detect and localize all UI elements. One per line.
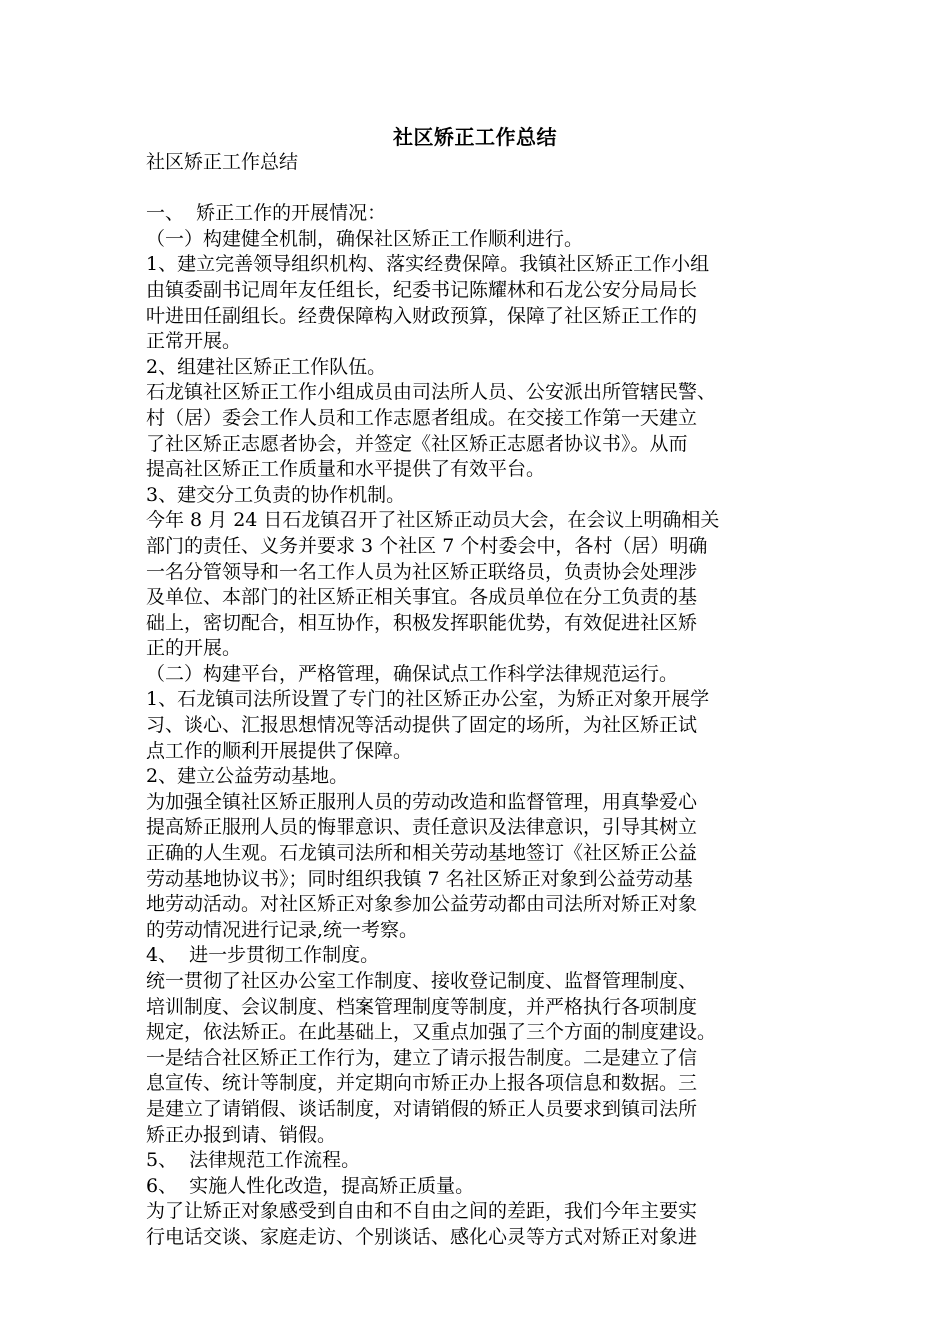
body-line: 统一贯彻了社区办公室工作制度、接收登记制度、监督管理制度、 [146,970,698,992]
body-line: 正的开展。 [146,637,242,660]
body-line: 地劳动活动。对社区矫正对象参加公益劳动都由司法所对矫正对象 [146,893,698,916]
body-line: 1、石龙镇司法所设置了专门的社区矫正办公室，为矫正对象开展学 [146,688,710,711]
body-line: 一、 矫正工作的开展情况： [146,202,387,225]
body-line: 息宣传、统计等制度，并定期向市矫正办上报各项信息和数据。三 [146,1072,698,1095]
body-line: 点工作的顺利开展提供了保障。 [146,739,413,762]
body-line: 2、组建社区矫正工作队伍。 [146,355,387,378]
body-line: 了社区矫正志愿者协会，并签定《社区矫正志愿者协议书》。从而 [146,432,688,455]
body-line: 一名分管领导和一名工作人员为社区矫正联络员，负责协会处理涉 [146,560,698,583]
body-line: 础上，密切配合，相互协作，积极发挥职能优势，有效促进社区矫 [146,611,698,634]
body-line: 矫正办报到请、销假。 [146,1123,337,1146]
body-line: 正常开展。 [146,330,242,353]
body-line: 劳动基地协议书》；同时组织我镇 7 名社区矫正对象到公益劳动基 [146,867,693,890]
body-line: 提高矫正服刑人员的悔罪意识、责任意识及法律意识，引导其树立 [146,816,698,839]
body-line: 培训制度、会议制度、档案管理制度等制度，并严格执行各项制度 [146,995,698,1018]
body-line: 由镇委副书记周年友任组长，纪委书记陈耀林和石龙公安分局局长 [146,278,698,301]
body-line: 是建立了请销假、谈话制度，对请销假的矫正人员要求到镇司法所 [146,1097,698,1120]
document-body [146,150,811,1251]
body-line: 4、 进一步贯彻工作制度。 [146,944,380,967]
body-line: 行电话交谈、家庭走访、个别谈话、感化心灵等方式对矫正对象进 [146,1225,698,1248]
body-line: 石龙镇社区矫正工作小组成员由司法所人员、公安派出所管辖民警、 [146,381,717,404]
body-line: 一是结合社区矫正工作行为，建立了请示报告制度。二是建立了信 [146,1046,698,1069]
body-line: 提高社区矫正工作质量和水平提供了有效平台。 [146,458,546,481]
body-line: 今年 8 月 24 日石龙镇召开了社区矫正动员大会，在会议上明确相关 [146,509,720,532]
document-title: 社区矫正工作总结 [393,125,557,149]
body-line: 村（居）委会工作人员和工作志愿者组成。在交接工作第一天建立 [146,406,698,429]
body-line: 5、 法律规范工作流程。 [146,1149,361,1172]
body-line: 为了让矫正对象感受到自由和不自由之间的差距，我们今年主要实 [146,1200,698,1223]
body-line: 3、建交分工负责的协作机制。 [146,483,406,506]
body-line: 2、建立公益劳动基地。 [146,765,349,788]
body-line: 习、谈心、汇报思想情况等活动提供了固定的场所，为社区矫正试 [146,714,698,737]
body-line: 1、建立完善领导组织机构、落实经费保障。我镇社区矫正工作小组 [146,253,710,276]
body-line: （一）构建健全机制，确保社区矫正工作顺利进行。 [146,227,584,250]
body-line: 及单位、本部门的社区矫正相关事宜。各成员单位在分工负责的基 [146,586,698,609]
body-line: 为加强全镇社区矫正服刑人员的劳动改造和监督管理，用真挚爱心 [146,790,698,813]
blank-line [146,176,811,202]
body-line: 的劳动情况进行记录,统一考察。 [146,918,419,941]
body-line: 6、 实施人性化改造，提高矫正质量。 [146,1174,475,1197]
body-line: 部门的责任、义务并要求 3 个社区 7 个村委会中，各村（居）明确 [146,534,708,557]
body-line: （二）构建平台，严格管理，确保试点工作科学法律规范运行。 [146,662,679,685]
body-line: 社区矫正工作总结 [146,151,299,173]
body-line: 叶进田任副组长。经费保障构入财政预算，保障了社区矫正工作的 [146,304,698,327]
body-line: 正确的人生观。石龙镇司法所和相关劳动基地签订《社区矫正公益 [146,842,698,865]
body-line: 规定，依法矫正。在此基础上，又重点加强了三个方面的制度建设。 [146,1021,717,1044]
